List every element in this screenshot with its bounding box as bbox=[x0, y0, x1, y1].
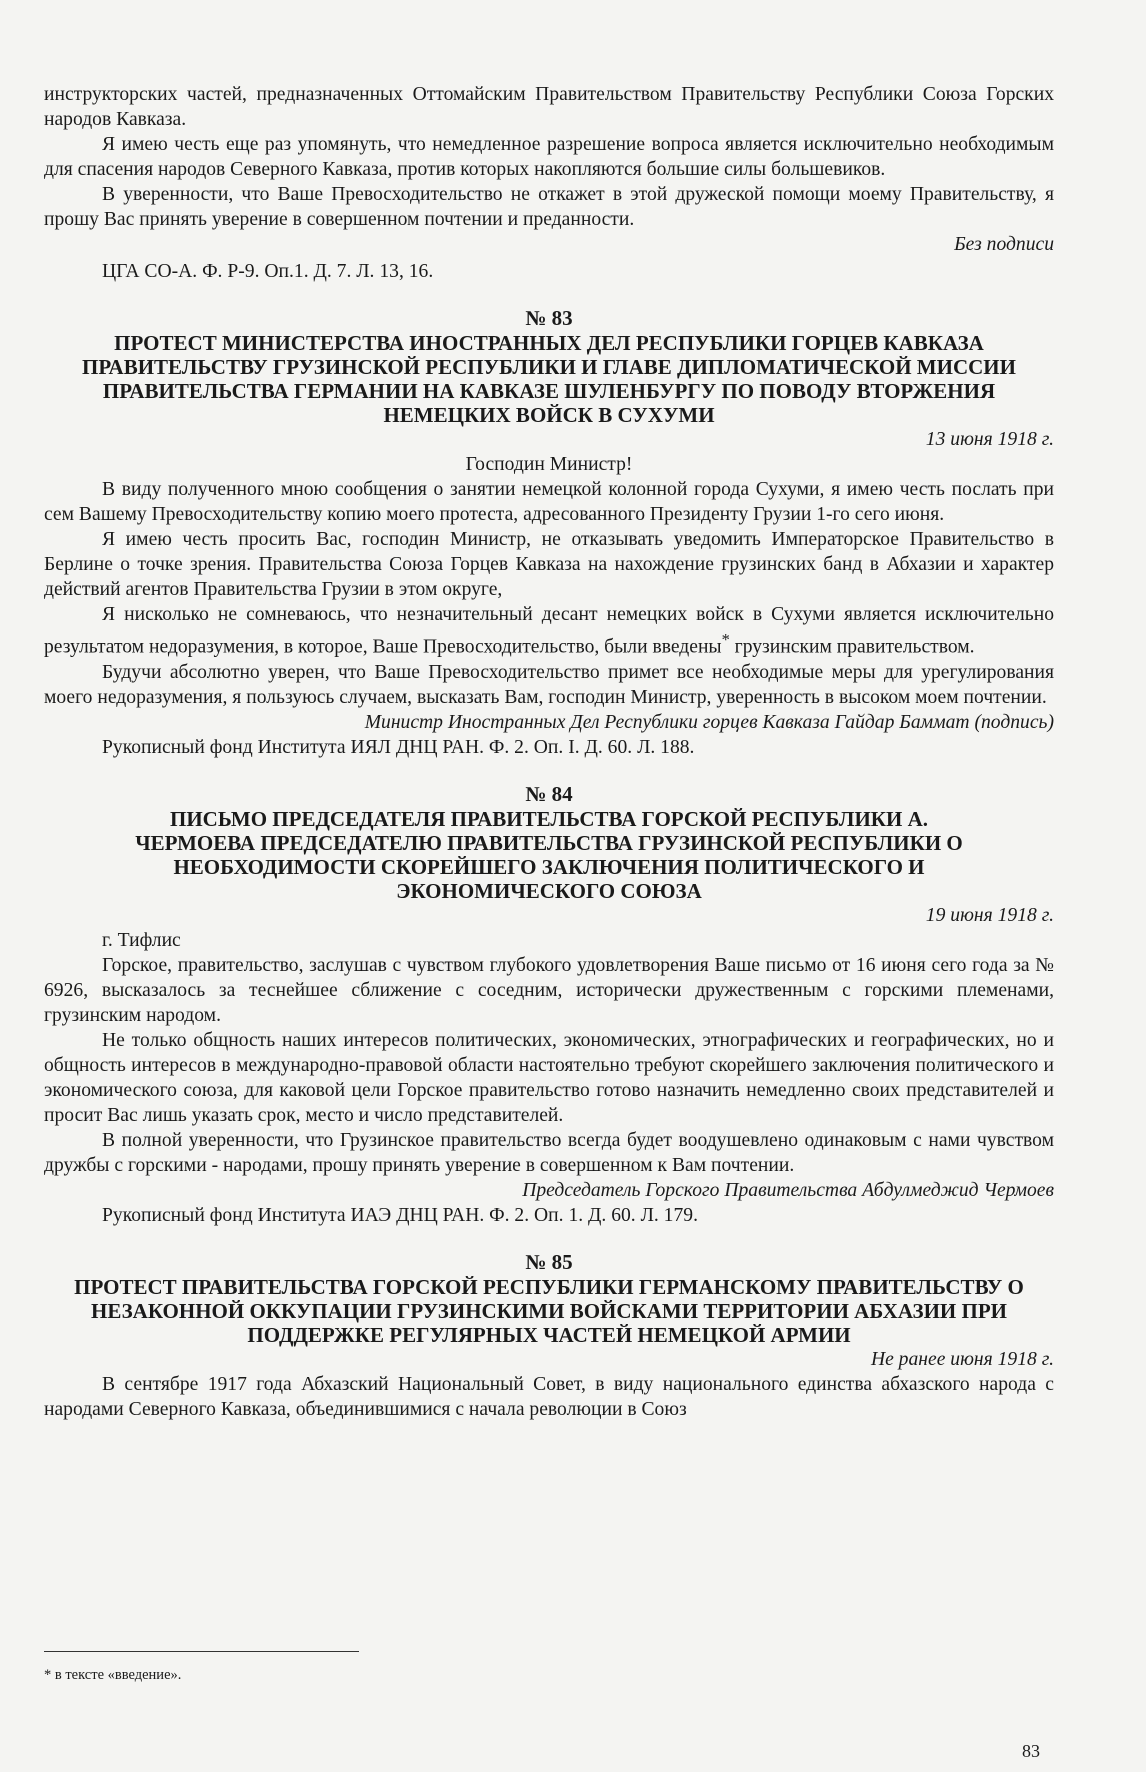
archive-reference: Рукописный фонд Института ИЯЛ ДНЦ РАН. Ф. 2. Оп. I. Д. 60. Л. 188. bbox=[102, 736, 695, 758]
paragraph-text: Я нисколько не сомневаюсь, что незначительный десант немецких войск в Сухуми является исключительно результатом недоразумения, в которое, Ваше Превосходительство, были введены bbox=[44, 604, 1054, 658]
signature: Министр Иностранных Дел Республики горцев Кавказа Гайдар Баммат (подпись) bbox=[364, 711, 1054, 733]
paragraph: Горское, правительство, заслушав с чувством глубокого удовлетворения Ваше письмо от 16 июня сего года за № 6926, высказалось за теснейшее сближение с соседним, исторически дружественным с горскими племенами, грузинским народом. bbox=[44, 954, 1054, 1026]
page-number: 83 bbox=[1022, 1741, 1040, 1761]
document-title: ПРОТЕСТ ПРАВИТЕЛЬСТВА ГОРСКОЙ РЕСПУБЛИКИ ГЕРМАНСКОМУ ПРАВИТЕЛЬСТВУ О НЕЗАКОННОЙ ОККУПАЦИИ ГРУЗИНСКИМИ ВОЙСКАМИ ТЕРРИТОРИИ АБХАЗИИ ПРИ ПОДДЕРЖКЕ РЕГУЛЯРНЫХ ЧАСТЕЙ НЕМЕЦКОЙ АРМИИ bbox=[74, 1274, 1024, 1347]
document-number: № 83 bbox=[525, 306, 573, 330]
footnote-marker: * bbox=[721, 630, 730, 649]
signature: Без подписи bbox=[954, 234, 1054, 255]
paragraph: Я имею честь просить Вас, господин Министр, не отказывать уведомить Императорское Правительство в Берлине о точке зрения. Правительства Союза Горцев Кавказа на нахождение грузинских банд в Абхазии и характер действий агентов Правительства Грузии в этом округе, bbox=[44, 529, 1054, 600]
paragraph: В уверенности, что Ваше Превосходительство не откажет в этой дружеской помощи моему Правительству, я прошу Вас принять уверение в совершенном почтении и преданности. bbox=[44, 184, 1054, 230]
paragraph bbox=[44, 602, 1054, 660]
salutation: Господин Министр! bbox=[465, 454, 633, 475]
footnote: * в тексте «введение». bbox=[44, 1667, 182, 1683]
paragraph: Не только общность наших интересов политических, экономических, этнографических и географических, но и общность интересов в международно-правовой области настоятельно требуют скорейшего заключения политического и экономического союза, для каковой цели Горское правительство готово назначить немедленно своих представителей и просит Вас лишь указать срок, место и число представителей. bbox=[44, 1029, 1054, 1126]
document-date: 13 июня 1918 г. bbox=[925, 429, 1054, 450]
document-text bbox=[44, 82, 1054, 1422]
document-date: Не ранее июня 1918 г. bbox=[870, 1348, 1054, 1370]
paragraph: инструкторских частей, предназначенных Оттомайским Правительством Правительству Республики Союза Горских народов Кавказа. bbox=[44, 84, 1054, 130]
document-title: ПРОТЕСТ МИНИСТЕРСТВА ИНОСТРАННЫХ ДЕЛ РЕСПУБЛИКИ ГОРЦЕВ КАВКАЗА ПРАВИТЕЛЬСТВУ ГРУЗИНСКОЙ РЕСПУБЛИКИ И ГЛАВЕ ДИПЛОМАТИЧЕСКОЙ МИССИИ ПРАВИТЕЛЬСТВА ГЕРМАНИИ НА КАВКАЗЕ ШУЛЕНБУРГУ ПО ПОВОДУ ВТОРЖЕНИЯ НЕМЕЦКИХ ВОЙСК В СУХУМИ bbox=[82, 331, 1016, 427]
document-title: ПИСЬМО ПРЕДСЕДАТЕЛЯ ПРАВИТЕЛЬСТВА ГОРСКОЙ РЕСПУБЛИКИ А. ЧЕРМОЕВА ПРЕДСЕДАТЕЛЮ ПРАВИТЕЛЬСТВА ГРУЗИНСКОЙ РЕСПУБЛИКИ О НЕОБХОДИМОСТИ СКОРЕЙШЕГО ЗАКЛЮЧЕНИЯ ПОЛИТИЧЕСКОГО И ЭКОНОМИЧЕСКОГО СОЮЗА bbox=[135, 806, 963, 903]
paragraph: В полной уверенности, что Грузинское правительство всегда будет воодушевлено одинаковым с нами чувством дружбы с горскими - народами, прошу принять уверение в совершенном к Вам почтении. bbox=[44, 1129, 1054, 1176]
paragraph: В сентябре 1917 года Абхазский Национальный Совет, в виду национального единства абхазского народа с народами Северного Кавказа, объединившимися с начала революции в Союз bbox=[44, 1373, 1054, 1420]
paragraph: В виду полученного мною сообщения о занятии немецкой колонной города Сухуми, я имею честь послать при сем Вашему Превосходительству копию моего протеста, адресованного Президенту Грузии 1-го сего июня. bbox=[44, 479, 1054, 525]
paragraph-text: грузинским правительством. bbox=[729, 636, 975, 658]
paragraph: Я имею честь еще раз упомянуть, что немедленное разрешение вопроса является исключительно необходимым для спасения народов Северного Кавказа, против которых накопляются большие силы большевиков. bbox=[44, 134, 1054, 180]
paragraph: Будучи абсолютно уверен, что Ваше Превосходительство примет все необходимые меры для урегулирования моего недоразумения, я пользуюсь случаем, высказать Вам, господин Министр, уверенность в высоком моем почтении. bbox=[44, 661, 1054, 708]
place: г. Тифлис bbox=[102, 929, 181, 951]
footnote-divider bbox=[44, 1651, 359, 1652]
signature: Председатель Горского Правительства Абдулмеджид Чермоев bbox=[522, 1179, 1054, 1201]
document-date: 19 июня 1918 г. bbox=[925, 904, 1054, 926]
document-number: № 85 bbox=[525, 1249, 573, 1274]
archive-reference: Рукописный фонд Института ИАЭ ДНЦ РАН. Ф. 2. Оп. 1. Д. 60. Л. 179. bbox=[102, 1204, 698, 1226]
document-number: № 84 bbox=[525, 781, 573, 806]
archive-reference: ЦГА СО-А. Ф. Р-9. Оп.1. Д. 7. Л. 13, 16. bbox=[102, 261, 434, 282]
